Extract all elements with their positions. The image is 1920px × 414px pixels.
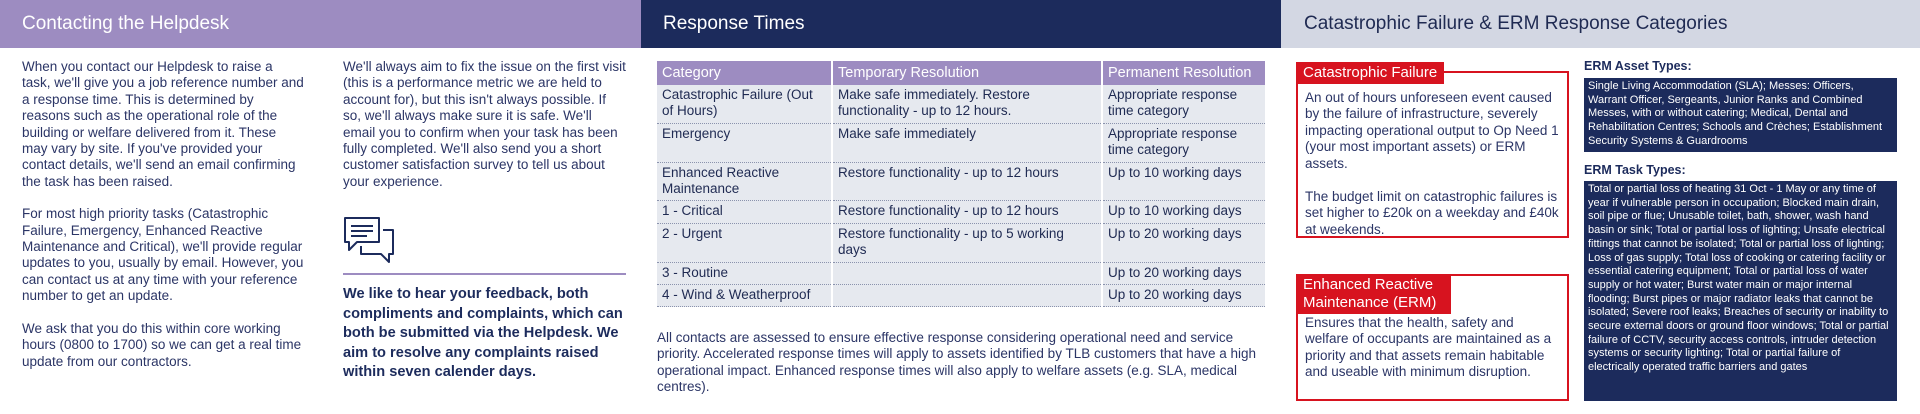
feedback-divider bbox=[343, 273, 626, 275]
table-cell: 3 - Routine bbox=[657, 262, 832, 284]
helpdesk-paragraph: When you contact our Helpdesk to raise a task, we'll give you a job reference number and a response time. This is determined by reasons such as the operational role of the building or welfare delivered from it. These may vary by site. If you've provided your contact details, we'll send an email confirming the task has been raised. bbox=[22, 59, 304, 189]
table-cell: Make safe immediately. Restore functionality - up to 12 hours. bbox=[832, 85, 1102, 123]
response-times-note: All contacts are assessed to ensure effective response considering operational need and service priority. Accelerated response times will apply to assets identified by TLB customers that have a high operational impact. Enhanced response times will also apply to welfare assets (e.g. SLA, medical centres). bbox=[657, 330, 1257, 395]
table-cell: 2 - Urgent bbox=[657, 223, 832, 262]
table-cell: Up to 20 working days bbox=[1102, 223, 1265, 262]
erm-title: Enhanced Reactive Maintenance (ERM) bbox=[1296, 274, 1451, 314]
table-cell: 4 - Wind & Weatherproof bbox=[657, 285, 832, 307]
table-cell: Appropriate response time category bbox=[1102, 123, 1265, 162]
table-cell bbox=[832, 285, 1102, 307]
table-row bbox=[657, 223, 1265, 262]
table-row bbox=[657, 201, 1265, 223]
chat-bubbles-icon bbox=[343, 216, 395, 266]
helpdesk-column-1 bbox=[22, 59, 304, 386]
helpdesk-column-2 bbox=[343, 59, 627, 190]
table-row bbox=[657, 285, 1265, 307]
table-cell: Up to 20 working days bbox=[1102, 285, 1265, 307]
table-cell: Make safe immediately bbox=[832, 123, 1102, 162]
catastrophic-failure-title: Catastrophic Failure bbox=[1296, 62, 1444, 84]
table-cell: 1 - Critical bbox=[657, 201, 832, 223]
table-cell: Catastrophic Failure (Out of Hours) bbox=[657, 85, 832, 123]
erm-asset-types-box: Single Living Accommodation (SLA); Messes: Officers, Warrant Officer, Sergeants, Junior Ranks and Combined Messes, with or without catering; Medical, Dental and Rehabilitation Centres; Schools and Crèches; Establishment Security Systems & Guardrooms bbox=[1584, 78, 1897, 152]
erm-task-types-box: Total or partial loss of heating 31 Oct - 1 May or any time of year if vulnerable person in occupation; Blocked main drain, soil pipe or flue; Unusable toilet, bath, shower, wash hand basin or sink; Total or partial loss of lighting; Unsafe electrical fittings that cannot be isolated; Total or partial loss of lighting; Loss of gas supply; Total loss of cooking or catering facility or essential catering equipment; Total or partial loss of water supply or hot water; Burst water main or major internal flooding; Burst pipes or major radiator leaks that cannot be isolated; Severe roof leaks; Breaches of security or inability to secure external doors or ground floor windows; Total or partial failure of CCTV, security access controls, intruder detection systems or security lighting; Total or partial failure of electrically operated traffic barriers and gates bbox=[1584, 181, 1897, 401]
table-row bbox=[657, 162, 1265, 201]
column-header-permanent: Permanent Resolution bbox=[1102, 61, 1265, 85]
table-cell: Appropriate response time category bbox=[1102, 85, 1265, 123]
column-header-category: Category bbox=[657, 61, 832, 85]
helpdesk-title: Contacting the Helpdesk bbox=[22, 13, 230, 34]
table-row bbox=[657, 262, 1265, 284]
catastrophic-failure-box bbox=[1296, 71, 1569, 238]
helpdesk-paragraph: We ask that you do this within core working hours (0800 to 1700) so we can get a real time update from our contractors. bbox=[22, 320, 302, 369]
helpdesk-header bbox=[0, 0, 641, 48]
erm-task-types-label: ERM Task Types: bbox=[1584, 163, 1686, 177]
table-cell: Emergency bbox=[657, 123, 832, 162]
table-cell bbox=[832, 262, 1102, 284]
erm-description: Ensures that the health, safety and welfare of occupants are maintained as a priority and that assets remain habitable and useable with minimum disruption. bbox=[1305, 315, 1552, 380]
response-times-header bbox=[641, 0, 1281, 48]
helpdesk-paragraph: For most high priority tasks (Catastrophic Failure, Emergency, Enhanced Reactive Maintenance and Critical), we'll provide regular updates to you, usually by email. However, you can contact us at any time with your reference number to get an update. bbox=[22, 206, 304, 304]
catastrophic-failure-description: An out of hours unforeseen event caused by the failure of infrastructure, severely impacting operational output to Op Need 1 (your most important assets) or ERM assets. bbox=[1305, 90, 1559, 171]
table-cell: Restore functionality - up to 5 working days bbox=[832, 223, 1102, 262]
table-cell: Up to 10 working days bbox=[1102, 162, 1265, 201]
column-header-temporary: Temporary Resolution bbox=[832, 61, 1102, 85]
response-times-title: Response Times bbox=[663, 13, 805, 34]
table-header-row bbox=[657, 61, 1265, 85]
feedback-statement: We like to hear your feedback, both compliments and complaints, which can both be submitted via the Helpdesk. We aim to resolve any complaints raised within seven calender days. bbox=[343, 286, 623, 381]
catastrophic-failure-budget: The budget limit on catastrophic failures is set higher to £20k on a weekday and £40k at weekends. bbox=[1305, 189, 1559, 237]
table-cell: Enhanced Reactive Maintenance bbox=[657, 162, 832, 201]
table-cell: Up to 20 working days bbox=[1102, 262, 1265, 284]
helpdesk-paragraph: We'll always aim to fix the issue on the first visit (this is a performance metric we are held to account for), but this isn't always possible. If so, we'll always make sure it is safe. We'll email you to confirm when your task has been fully completed. We'll also send you a short customer satisfaction survey to tell us about your experience. bbox=[343, 59, 626, 189]
table-cell: Restore functionality - up to 12 hours bbox=[832, 201, 1102, 223]
table-cell: Up to 10 working days bbox=[1102, 201, 1265, 223]
table-row bbox=[657, 123, 1265, 162]
categories-title: Catastrophic Failure & ERM Response Categories bbox=[1304, 13, 1728, 34]
categories-header bbox=[1281, 0, 1920, 48]
table-row bbox=[657, 85, 1265, 123]
response-times-table bbox=[657, 61, 1265, 307]
table-cell: Restore functionality - up to 12 hours bbox=[832, 162, 1102, 201]
erm-asset-types-label: ERM Asset Types: bbox=[1584, 59, 1692, 73]
